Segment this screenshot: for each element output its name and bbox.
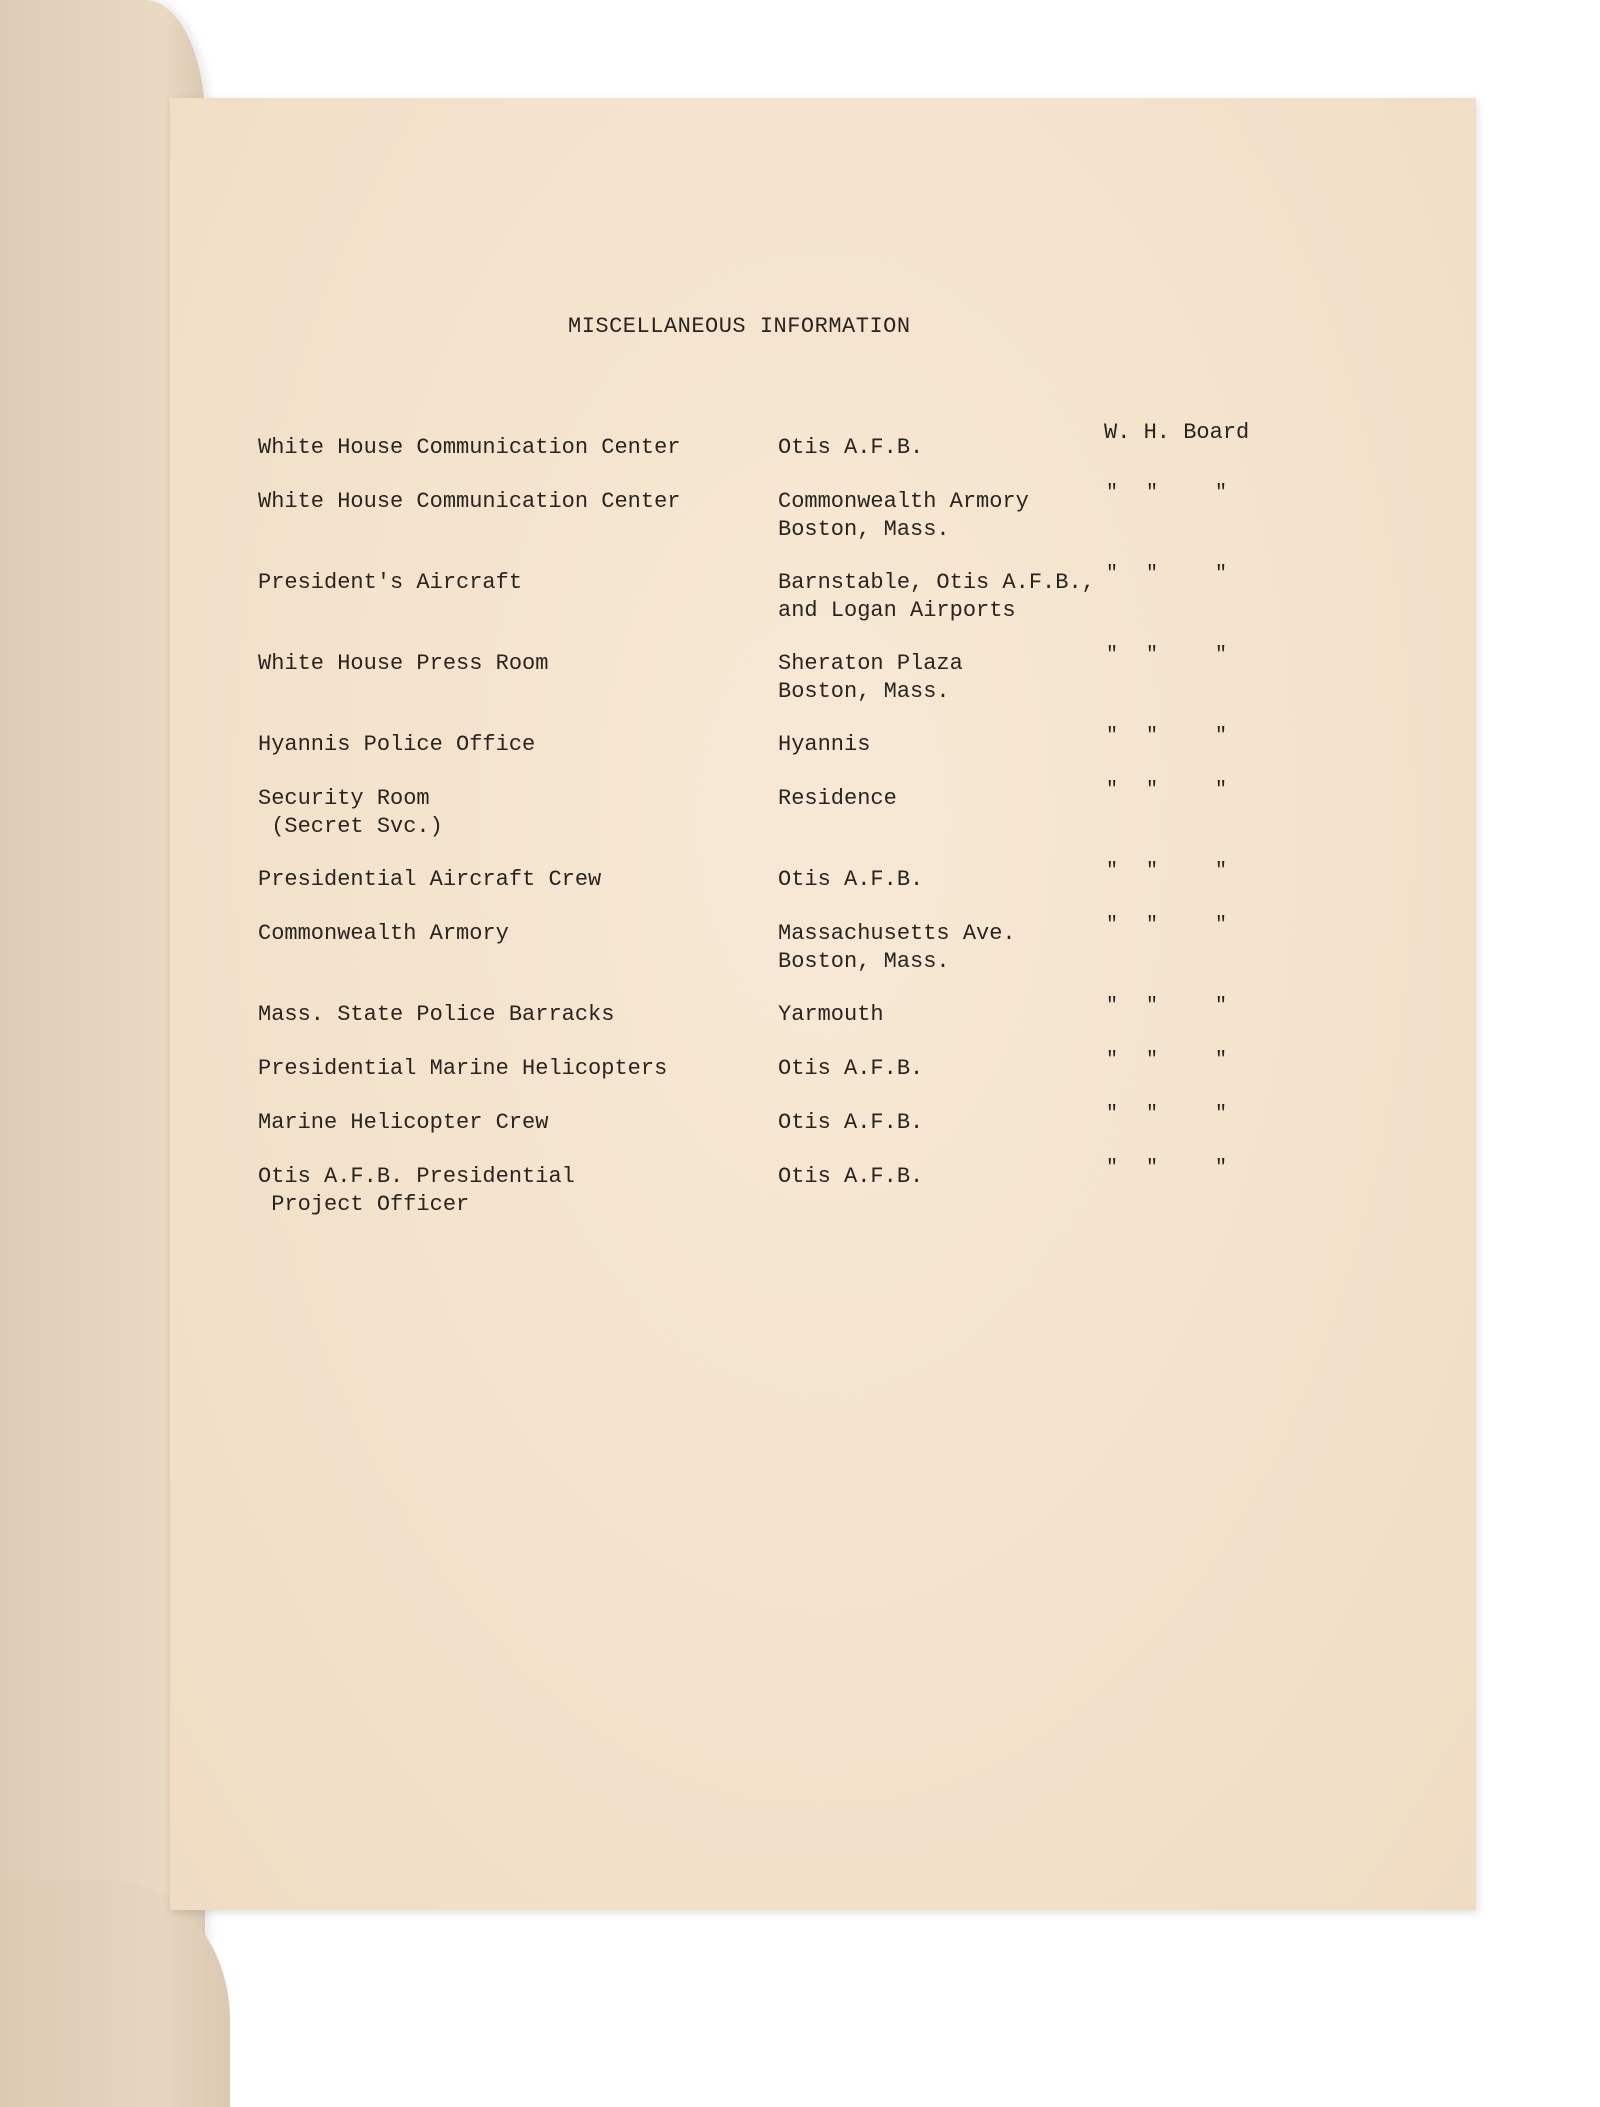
entry-name: Otis A.F.B. Presidential Project Officer — [258, 1164, 575, 1217]
list-item — [0, 1103, 1600, 1169]
entry-name: White House Communication Center — [258, 435, 681, 460]
ditto-mark: " — [1106, 644, 1119, 667]
ditto-mark: " — [1215, 914, 1228, 937]
entry-name: Hyannis Police Office — [258, 732, 536, 757]
entry-name: White House Communication Center — [258, 489, 681, 514]
column-header-wh-board: W. H. Board — [1104, 420, 1250, 445]
list-item — [0, 995, 1600, 1061]
ditto-mark: " — [1215, 779, 1228, 802]
ditto-mark: " — [1106, 1103, 1119, 1126]
ditto-mark: " — [1146, 779, 1159, 802]
ditto-mark: " — [1106, 779, 1119, 802]
ditto-mark: " — [1106, 482, 1119, 505]
ditto-mark: " — [1106, 563, 1119, 586]
list-item — [0, 914, 1600, 980]
entry-location: Otis A.F.B. — [778, 1110, 924, 1135]
ditto-mark: " — [1215, 995, 1228, 1018]
ditto-mark: " — [1146, 482, 1159, 505]
entry-name: Mass. State Police Barracks — [258, 1002, 615, 1027]
ditto-mark: " — [1146, 1049, 1159, 1072]
ditto-mark: " — [1106, 914, 1119, 937]
ditto-mark: " — [1215, 563, 1228, 586]
entry-name: President's Aircraft — [258, 570, 523, 595]
entry-location: Commonwealth Armory Boston, Mass. — [778, 489, 1029, 542]
entry-location: Yarmouth — [778, 1002, 884, 1027]
ditto-mark: " — [1215, 1157, 1228, 1180]
ditto-mark: " — [1215, 1049, 1228, 1072]
page-title: MISCELLANEOUS INFORMATION — [568, 314, 911, 339]
ditto-mark: " — [1146, 644, 1159, 667]
ditto-mark: " — [1146, 860, 1159, 883]
entry-name: Presidential Aircraft Crew — [258, 867, 602, 892]
ditto-mark: " — [1146, 1103, 1159, 1126]
entry-name: Commonwealth Armory — [258, 921, 509, 946]
entry-location: Barnstable, Otis A.F.B., and Logan Airports — [778, 570, 1095, 623]
list-item — [0, 725, 1600, 791]
ditto-mark: " — [1106, 725, 1119, 748]
list-item — [0, 563, 1600, 629]
entry-name: Presidential Marine Helicopters — [258, 1056, 668, 1081]
entry-location: Residence — [778, 786, 897, 811]
list-item — [0, 1049, 1600, 1115]
entry-location: Otis A.F.B. — [778, 1056, 924, 1081]
entry-location: Otis A.F.B. — [778, 1164, 924, 1189]
entry-name: Security Room (Secret Svc.) — [258, 786, 443, 839]
list-item — [0, 860, 1600, 926]
ditto-mark: " — [1106, 1157, 1119, 1180]
list-item — [0, 779, 1600, 845]
ditto-mark: " — [1146, 995, 1159, 1018]
entry-location: Otis A.F.B. — [778, 435, 924, 460]
ditto-mark: " — [1215, 860, 1228, 883]
list-item — [0, 434, 1600, 494]
ditto-mark: " — [1146, 725, 1159, 748]
list-item — [0, 482, 1600, 548]
entry-name: Marine Helicopter Crew — [258, 1110, 549, 1135]
list-item — [0, 644, 1600, 710]
ditto-mark: " — [1146, 1157, 1159, 1180]
entry-location: Sheraton Plaza Boston, Mass. — [778, 651, 963, 704]
ditto-mark: " — [1106, 1049, 1119, 1072]
ditto-mark: " — [1215, 725, 1228, 748]
ditto-mark: " — [1146, 914, 1159, 937]
ditto-mark: " — [1146, 563, 1159, 586]
ditto-mark: " — [1215, 644, 1228, 667]
entry-location: Otis A.F.B. — [778, 867, 924, 892]
entry-name: White House Press Room — [258, 651, 549, 676]
entry-location: Hyannis — [778, 732, 871, 757]
ditto-mark: " — [1106, 860, 1119, 883]
ditto-mark: " — [1215, 482, 1228, 505]
entry-location: Massachusetts Ave. Boston, Mass. — [778, 921, 1016, 974]
list-item — [0, 1157, 1600, 1223]
ditto-mark: " — [1106, 995, 1119, 1018]
ditto-mark: " — [1215, 1103, 1228, 1126]
